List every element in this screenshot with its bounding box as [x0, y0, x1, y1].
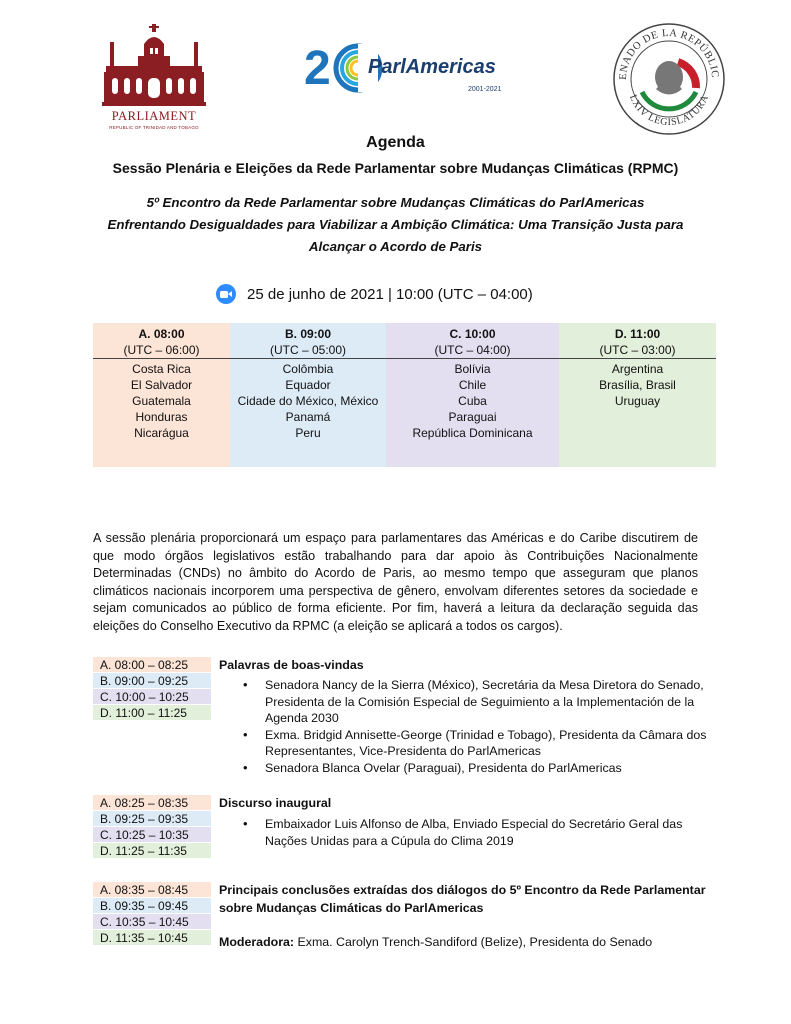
parlamericas-logo-text: ParlAmericas	[368, 56, 496, 78]
timezone-label: B. 09:00	[284, 327, 332, 341]
page-title: Agenda	[366, 134, 425, 151]
country: Costa Rica	[132, 362, 191, 376]
session-time-a: A. 08:35 – 08:45	[93, 882, 211, 898]
session-time-a: A. 08:00 – 08:25	[93, 657, 211, 673]
timezone-label: A. 08:00	[138, 327, 185, 341]
timezone-column-d	[559, 323, 716, 467]
session-time-b: B. 09:25 – 09:35	[93, 811, 211, 827]
intro-paragraph: A sessão plenária proporcionará um espaço para parlamentares das Américas e do Caribe discutirem de que modo órgãos legislativos estão trabalhando para dar apoio às Contribuições Nacionalmente Determinadas (CNDs) no âmbito do Acordo de Paris, ao mesmo tempo que asseguram que planos climáticos nacionais incorporem uma perspectiva de gênero, envolvam diferentes setores da sociedade e sejam comunicados ao público de forma eficiente. Por fim, haverá a leitura da declaração seguida das eleições do Conselho Executivo da RPMC (a eleição se aplicará a todos os cargos).	[93, 531, 698, 633]
speaker-item: • Senadora Blanca Ovelar (Paraguai), Presidenta do ParlAmericas	[243, 760, 713, 777]
event-line-2: Enfrentando Desigualdades para Viabilizar a Ambição Climática: Uma Transição Justa para	[107, 217, 684, 232]
country: Brasília, Brasil	[599, 378, 676, 392]
parlamericas-years: 2001-2021	[468, 86, 502, 93]
speaker-item: • Senadora Nancy de la Sierra (México), Secretária da Mesa Diretora do Senado, Presidenta de la Comisión Especial de Seguimiento a la Implementación de la Agenda 2030	[243, 677, 713, 727]
timezone-utc: (UTC – 03:00)	[599, 343, 676, 357]
country: República Dominicana	[412, 426, 533, 440]
session-title-line-2: sobre Mudanças Climáticas do ParlAmericas	[219, 901, 484, 915]
timezone-utc: (UTC – 06:00)	[123, 343, 200, 357]
moderator	[219, 935, 652, 949]
session-title: Palavras de boas-vindas	[219, 658, 364, 672]
country: Uruguay	[614, 394, 661, 408]
parliament-logo-text: PARLIAMENT	[111, 109, 197, 123]
country: Cidade do México, México	[237, 394, 379, 408]
country: Chile	[458, 378, 487, 392]
senado-seal-icon	[612, 22, 726, 136]
timezone-column-c	[386, 323, 559, 467]
svg-text:2: 2	[304, 42, 331, 95]
parliament-logo	[100, 22, 208, 134]
session-time-d: D. 11:00 – 11:25	[93, 705, 211, 721]
country: Colômbia	[282, 362, 334, 376]
country: Argentina	[611, 362, 664, 376]
session-time-d: D. 11:35 – 10:45	[93, 930, 211, 946]
event-date	[216, 283, 533, 305]
country: Bolívia	[454, 362, 491, 376]
speaker-item: • Embaixador Luis Alfonso de Alba, Enviado Especial do Secretário Geral das Nações Unidas para a Cúpula do Clima 2019	[243, 816, 713, 849]
parliament-logo-subtext: REPUBLIC OF TRINIDAD AND TOBAGO	[109, 125, 199, 130]
timezone-column-b	[230, 323, 386, 467]
parlamericas-logo	[300, 38, 510, 100]
country: Honduras	[135, 410, 188, 424]
session-time-c: C. 10:25 – 10:35	[93, 827, 211, 843]
country: El Salvador	[130, 378, 193, 392]
timezone-column-a	[93, 323, 230, 467]
moderator-label: Moderadora:	[219, 935, 295, 949]
country: Paraguai	[448, 410, 497, 424]
speaker-list	[243, 816, 713, 849]
session-title-line-1: Principais conclusões extraídas dos diálogos do 5º Encontro da Rede Parlamentar	[219, 883, 706, 897]
country: Panamá	[285, 410, 331, 424]
senado-seal	[612, 22, 726, 136]
event-line-3: Alcançar o Acordo de Paris	[308, 239, 483, 254]
event-line-1: 5º Encontro da Rede Parlamentar sobre Mudanças Climáticas do ParlAmericas	[146, 195, 645, 210]
session-time-c: C. 10:00 – 10:25	[93, 689, 211, 705]
session-time-d: D. 11:25 – 11:35	[93, 843, 211, 859]
session-time-c: C. 10:35 – 10:45	[93, 914, 211, 930]
session-time-a: A. 08:25 – 08:35	[93, 795, 211, 811]
session-time-b: B. 09:00 – 09:25	[93, 673, 211, 689]
country: Guatemala	[132, 394, 191, 408]
timezone-label: D. 11:00	[614, 327, 661, 341]
country: Peru	[295, 426, 321, 440]
country: Nicarágua	[134, 426, 189, 440]
session-title: Discurso inaugural	[219, 796, 332, 810]
svg-text:LXIV LEGISLATURA: LXIV LEGISLATURA	[626, 93, 712, 129]
page-subtitle: Sessão Plenária e Eleições da Rede Parlamentar sobre Mudanças Climáticas (RPMC)	[112, 160, 679, 176]
moderator-name: Exma. Carolyn Trench-Sandiford (Belize), Presidenta do Senado	[294, 935, 653, 949]
video-camera-icon	[216, 284, 236, 304]
speaker-item: • Exma. Bridgid Annisette-George (Trinidad e Tobago), Presidenta da Câmara dos Representantes, Vice-Presidenta do ParlAmericas	[243, 727, 713, 760]
svg-text:SENADO DE LA REPÚBLICA: ENADO DE LA REPÚBLIC	[617, 27, 721, 81]
date-text: 25 de junho de 2021 | 10:00 (UTC – 04:00)	[247, 285, 533, 303]
country: Equador	[285, 378, 331, 392]
parliament-building-icon	[100, 22, 208, 108]
timezone-utc: (UTC – 04:00)	[434, 343, 511, 357]
timezone-utc: (UTC – 05:00)	[269, 343, 347, 357]
country: Cuba	[458, 394, 487, 408]
speaker-list	[243, 677, 713, 776]
timezone-label: C. 10:00	[449, 327, 496, 341]
session-time-b: B. 09:35 – 09:45	[93, 898, 211, 914]
